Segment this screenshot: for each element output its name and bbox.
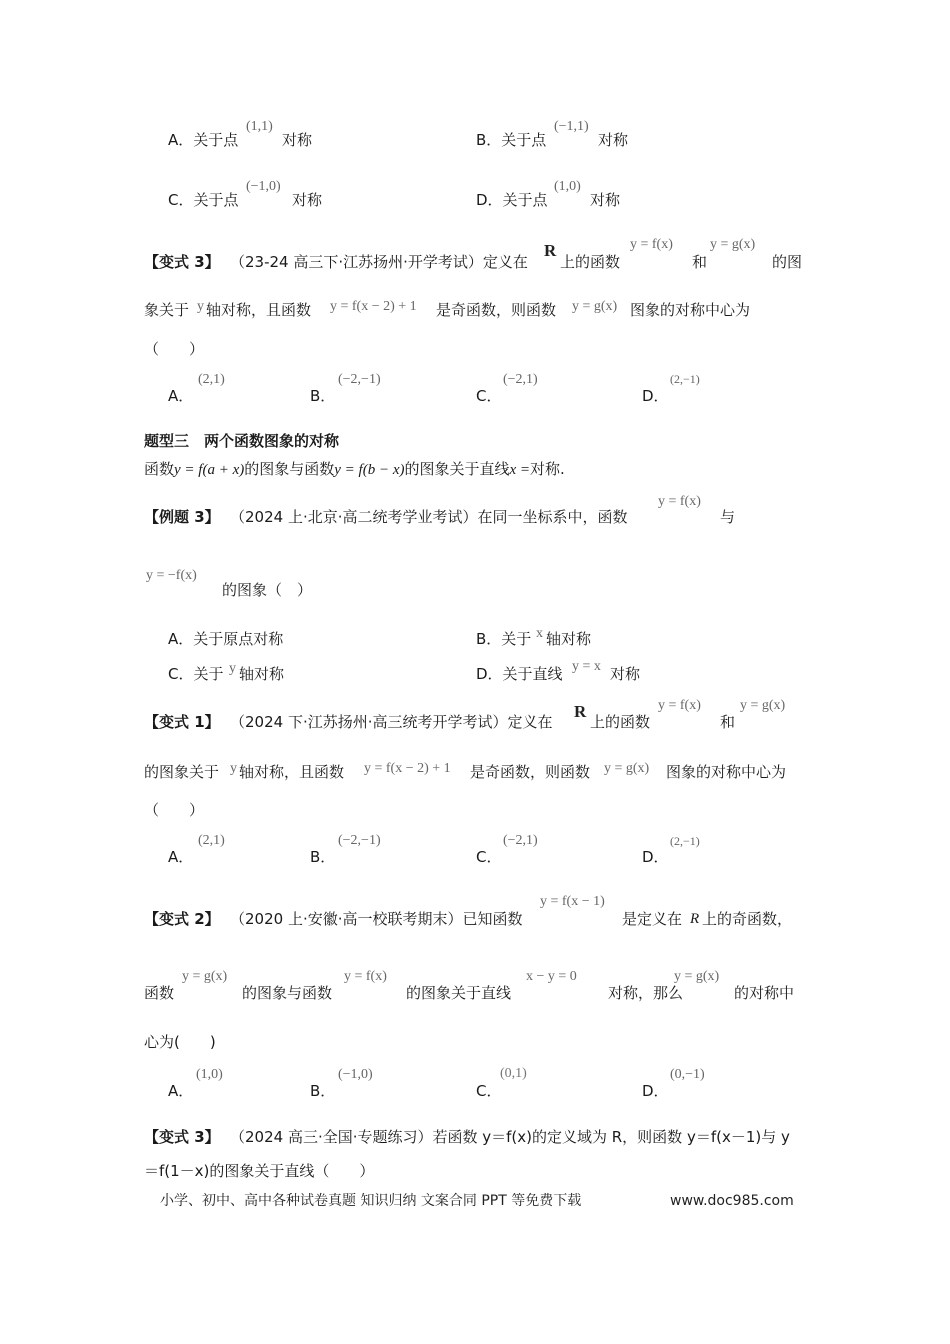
variant3a-l2b: 轴对称，且函数: [206, 301, 312, 319]
variant2-l3: 心为( ): [144, 1033, 216, 1051]
section-rule-mid2: 的图象关于直线: [404, 460, 510, 478]
variant1-and: 和: [720, 713, 736, 731]
variant2-opt-a-label: A．: [168, 1082, 194, 1100]
variant2-f2: y = f(x): [344, 969, 387, 984]
example3-option-a: A．关于原点对称: [168, 630, 284, 648]
variant2-t1: 是定义在: [622, 910, 683, 928]
variant2-opt-c-math: (0,1): [500, 1066, 527, 1081]
variant1-opt-d-label: D．: [642, 848, 669, 866]
variant1-opt-c-label: C．: [476, 848, 502, 866]
variant3a-f1: y = f(x): [630, 237, 673, 252]
section-rule-f2: y = f(b − x): [334, 462, 405, 478]
option-a-math: (1,1): [246, 119, 273, 134]
option-d-math: (1,0): [554, 179, 581, 194]
variant2-opt-a-math: (1,0): [196, 1067, 223, 1082]
variant3a-opt-b-math: (−2,−1): [338, 372, 381, 387]
variant1-opt-a-label: A．: [168, 848, 194, 866]
variant3a-opt-b-label: B．: [310, 387, 336, 405]
option-d-label: D．关于点: [476, 191, 548, 209]
section-rule-x: x =: [509, 462, 531, 478]
variant3a-opt-c-label: C．: [476, 387, 502, 405]
variant2-opt-d-label: D．: [642, 1082, 669, 1100]
option-c-tail: 对称: [292, 191, 323, 209]
variant1-f1: y = f(x): [658, 698, 701, 713]
variant3a-f2: y = f(x − 2) + 1: [330, 299, 417, 314]
option-b-math: (−1,1): [554, 119, 589, 134]
variant2-t2: 上的奇函数，: [702, 910, 793, 928]
variant1-g2: y = g(x): [604, 761, 650, 776]
variant1-opt-c-math: (−2,1): [503, 833, 538, 848]
variant1-l2b: 轴对称，且函数: [239, 763, 345, 781]
option-b-tail: 对称: [598, 131, 629, 149]
section-rule-mid: 的图象与函数: [244, 460, 335, 478]
variant3a-opt-a-label: A．: [168, 387, 194, 405]
variant3a-l2c: 是奇函数，则函数: [436, 301, 557, 319]
footer-url[interactable]: www.doc985.com: [670, 1193, 794, 1209]
example3-f1: y = f(x): [658, 494, 701, 509]
variant3a-paren: （ ）: [144, 340, 205, 358]
variant2-opt-c-label: C．: [476, 1082, 502, 1100]
variant2-opt-b-label: B．: [310, 1082, 336, 1100]
variant2-l2a: 函数: [144, 984, 175, 1002]
example3-and: 与: [720, 508, 736, 526]
variant1-t1: 上的函数: [590, 713, 651, 731]
example3-option-c-pre: C．关于: [168, 665, 224, 683]
variant2-g1: y = g(x): [182, 969, 228, 984]
variant1-l2c: 是奇函数，则函数: [470, 763, 591, 781]
section-rule-f1: y = f(a + x): [174, 462, 245, 478]
variant2-l2b: 的图象与函数: [242, 984, 333, 1002]
example3-source: （2024 上·北京·高二统考学业考试）在同一坐标系中，函数: [230, 508, 628, 526]
variant3a-opt-d-math: (2,−1): [670, 372, 700, 386]
variant2-l2d: 对称，那么: [608, 984, 684, 1002]
variant2-opt-b-math: (−1,0): [338, 1067, 373, 1082]
option-d-tail: 对称: [590, 191, 621, 209]
variant1-y: y: [230, 761, 237, 776]
variant3a-source: （23-24 高三下·江苏扬州·开学考试）定义在: [230, 253, 528, 271]
variant3a-l2a: 象关于: [144, 301, 190, 319]
example3-tag: 【例题 3】: [144, 508, 220, 526]
option-a-label: A．关于点: [168, 131, 239, 149]
example3-tail: 的图象（ ）: [222, 581, 313, 599]
variant3a-t1: 上的函数: [560, 253, 621, 271]
variant1-g1: y = g(x): [740, 698, 786, 713]
variant1-source: （2024 下·江苏扬州·高三统考开学考试）定义在: [230, 713, 553, 731]
variant2-f1: y = f(x − 1): [540, 894, 605, 909]
variant1-R: R: [574, 702, 587, 721]
variant3b-tag: 【变式 3】: [144, 1128, 220, 1146]
variant3a-tag: 【变式 3】: [144, 253, 220, 271]
variant3b-line1: （2024 高三·全国·专题练习）若函数 y＝f(x)的定义域为 R，则函数 y＝f(x－1)与 y: [230, 1128, 790, 1146]
option-c-math: (−1,0): [246, 179, 281, 194]
variant3a-opt-c-math: (−2,1): [503, 372, 538, 387]
option-c-label: C．关于点: [168, 191, 239, 209]
variant3a-l2d: 图象的对称中心为: [630, 301, 751, 319]
example3-option-c-var: y: [229, 661, 236, 676]
example3-option-c-post: 轴对称: [239, 665, 285, 683]
footer-text: 小学、初中、高中各种试卷真题 知识归纳 文案合同 PPT 等免费下载: [160, 1193, 582, 1209]
variant1-opt-a-math: (2,1): [198, 833, 225, 848]
variant2-opt-d-math: (0,−1): [670, 1067, 705, 1082]
example3-option-d-post: 对称: [610, 665, 641, 683]
variant1-paren: （ ）: [144, 801, 205, 819]
variant1-l2d: 图象的对称中心为: [666, 763, 787, 781]
variant1-opt-d-math: (2,−1): [670, 834, 700, 848]
variant1-f2: y = f(x − 2) + 1: [364, 761, 451, 776]
variant3b-line2: ＝f(1－x)的图象关于直线（ ）: [144, 1162, 375, 1180]
variant1-opt-b-label: B．: [310, 848, 336, 866]
variant1-opt-b-math: (−2,−1): [338, 833, 381, 848]
variant2-l2e: 的对称中: [734, 984, 795, 1002]
variant2-l2c: 的图象关于直线: [406, 984, 512, 1002]
example3-option-d-pre: D．关于直线: [476, 665, 563, 683]
example3-option-b-pre: B．关于: [476, 630, 532, 648]
example3-option-d-math: y = x: [572, 659, 601, 674]
variant1-l2a: 的图象关于: [144, 763, 220, 781]
example3-f2: y = −f(x): [146, 568, 197, 583]
variant2-line: x − y = 0: [526, 969, 577, 984]
variant3a-and: 和: [692, 253, 708, 271]
variant3a-opt-d-label: D．: [642, 387, 669, 405]
variant2-R: R: [690, 911, 700, 927]
section-title: 题型三 两个函数图象的对称: [144, 432, 340, 450]
option-a-tail: 对称: [282, 131, 313, 149]
variant3a-g1: y = g(x): [710, 237, 756, 252]
example3-option-b-var: x: [536, 626, 543, 641]
option-b-label: B．关于点: [476, 131, 547, 149]
variant3a-t2: 的图: [772, 253, 803, 271]
variant1-tag: 【变式 1】: [144, 713, 220, 731]
variant3a-opt-a-math: (2,1): [198, 372, 225, 387]
variant3a-R: R: [544, 241, 557, 260]
variant2-source: （2020 上·安徽·高一校联考期末）已知函数: [230, 910, 523, 928]
variant3a-y: y: [197, 299, 204, 314]
variant2-tag: 【变式 2】: [144, 910, 220, 928]
example3-option-b-post: 轴对称: [546, 630, 592, 648]
variant3a-g2: y = g(x): [572, 299, 618, 314]
section-rule: [144, 462, 565, 478]
variant2-g2: y = g(x): [674, 969, 720, 984]
section-rule-end: 对称.: [530, 460, 565, 478]
section-rule-pre: 函数: [144, 460, 175, 478]
